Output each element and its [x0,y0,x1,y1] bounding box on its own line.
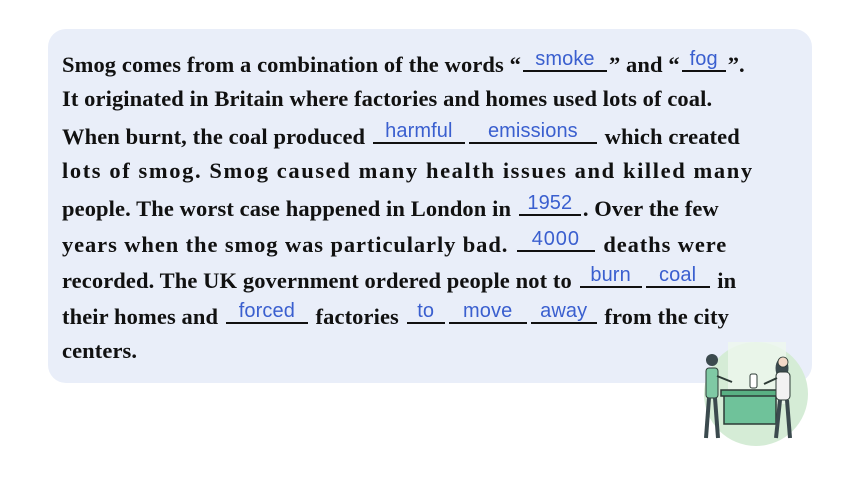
answer-away: away [540,300,588,322]
answer-fog: fog [689,48,718,70]
answer-burn: burn [590,264,631,286]
answer-move: move [462,300,513,322]
passage-line-6: years when the smog was particularly bad. 4000 deaths were [62,228,728,257]
passage-line-1: Smog comes from a combination of the words “ smoke ” and “ fog ”. [62,48,745,77]
answer-emissions: emissions [487,120,578,142]
answer-to: to [417,300,435,322]
answer-4000: 4000 [531,228,580,250]
blank-6[interactable] [517,230,595,252]
answer-harmful: harmful [385,120,453,142]
answer-forced: forced [238,300,295,322]
answer-coal: coal [659,264,697,286]
blank-4[interactable] [469,122,597,144]
passage-line-2: It originated in Britain where factories and homes used lots of coal. [62,86,713,111]
blank-1[interactable] [523,50,607,72]
passage-line-4: lots of smog. Smog caused many health issues and killed many [62,158,754,183]
blank-8[interactable] [646,266,710,288]
passage-line-5: people. The worst case happened in London in 1952 . Over the few [62,192,719,221]
blank-3[interactable] [373,122,465,144]
passage-line-7: recorded. The UK government ordered people not to burn coal in [62,264,737,293]
blank-2[interactable] [682,50,726,72]
answer-smoke: smoke [535,48,595,70]
blank-11[interactable] [449,302,527,324]
passage-line-8: their homes and forced factories to move away from the city [62,300,729,329]
people-at-recycling-bin-illustration [684,338,814,448]
answer-1952: 1952 [527,192,573,214]
blank-7[interactable] [580,266,642,288]
blank-10[interactable] [407,302,445,324]
passage-line-3: When burnt, the coal produced harmful emissions which created [62,120,740,149]
passage-line-9: centers. [62,338,138,363]
blank-12[interactable] [531,302,597,324]
blank-9[interactable] [226,302,308,324]
blank-5[interactable] [519,194,581,216]
